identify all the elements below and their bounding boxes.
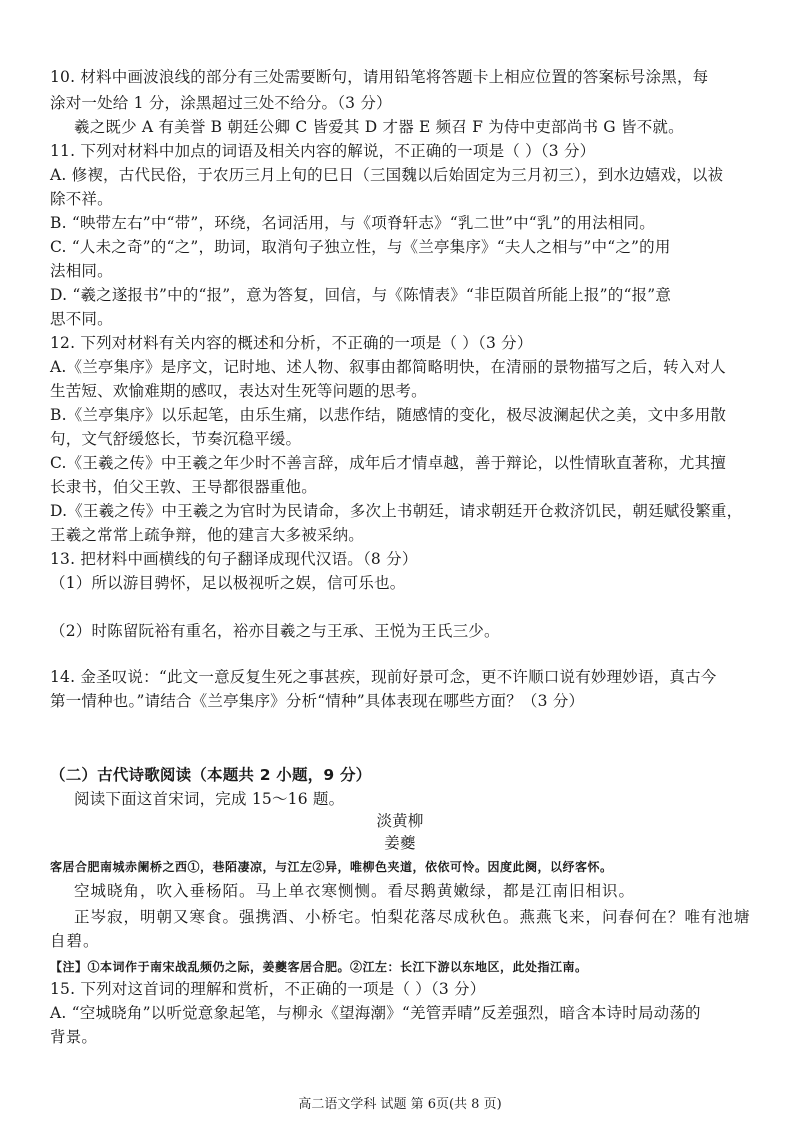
q12-option-c-2: 长隶书，伯父王敦、王导都很器重他。 xyxy=(50,478,317,496)
section-intro: 阅读下面这首宋词，完成 15～16 题。 xyxy=(74,790,345,808)
q10-line-3: 羲之既少 A 有美誉 B 朝廷公卿 C 皆爱其 D 才器 E 频召 F 为侍中吏部尚书 G 皆不就。 xyxy=(74,118,684,136)
q11-option-c-1: C. “人未之奇”的“之”，助词，取消句子独立性，与《兰亭集序》“夫人之相与”中“之”的用 xyxy=(50,238,671,256)
q11-option-d-2: 思不同。 xyxy=(50,310,113,328)
q11-option-a-1: A. 修褉，古代民俗，于农历三月上旬的巳日（三国魏以后始固定为三月初三），到水边嬉戏，以祓 xyxy=(50,166,724,184)
q11-stem: 11. 下列对材料中加点的词语及相关内容的解说，不正确的一项是（ ）（3 分） xyxy=(50,142,596,160)
q11-option-d-1: D. “羲之遂报书”中的“报”，意为答复，回信，与《陈情表》“非臣陨首所能上报”的“报”意 xyxy=(50,286,672,304)
q13-stem: 13. 把材料中画横线的句子翻译成现代汉语。（8 分） xyxy=(50,550,418,568)
q15-stem: 15. 下列对这首词的理解和赏析，不正确的一项是（ ）（3 分） xyxy=(50,980,486,998)
poem-author: 姜夔 xyxy=(384,834,416,852)
section-title: （二）古代诗歌阅读（本题共 2 小题，9 分） xyxy=(50,766,372,784)
q12-option-a-2: 生苦短、欢愉难期的感叹，表达对生死等问题的思考。 xyxy=(50,382,427,400)
poem-line-3: 自碧。 xyxy=(50,932,100,950)
q12-option-b-2: 句，文气舒缓悠长，节奏沉稳平缓。 xyxy=(50,430,302,448)
q14-line-2: 第一情种也。”请结合《兰亭集序》分析“情种”具体表现在哪些方面？（3 分） xyxy=(50,692,585,710)
q12-option-a-1: A.《兰亭集序》是序文，记时地、述人物、叙事由都简略明快，在清丽的景物描写之后，转入对人 xyxy=(50,358,726,376)
poem-line-1: 空城晓角，吹入垂杨陌。马上单衣寒恻恻。看尽鹅黄嫩绿，都是江南旧相识。 xyxy=(74,882,636,900)
q12-option-d-2: 王羲之常常上疏争辩，他的建言大多被采纳。 xyxy=(50,526,365,544)
q11-option-b: B. “映带左右”中“带”，环绕，名词活用，与《项脊轩志》“乳二世”中“乳”的用法相同。 xyxy=(50,214,655,232)
q13-sentence-1: （1）所以游目骋怀，足以极视听之娱，信可乐也。 xyxy=(50,574,406,592)
q12-option-d-1: D.《王羲之传》中王羲之为官时为民请命，多次上书朝廷，请求朝廷开仓救济饥民，朝廷赋役繁重， xyxy=(50,502,743,520)
q12-stem: 12. 下列对材料有关内容的概述和分析，不正确的一项是（ ）（3 分） xyxy=(50,334,533,352)
poem-note: 【注】①本词作于南宋战乱频仍之际，姜夔客居合肥。②江左：长江下游以东地区，此处指江南。 xyxy=(50,960,588,974)
q10-line-2: 涂对一处给 1 分，涂黑超过三处不给分。（3 分） xyxy=(50,94,392,112)
q12-option-b-1: B.《兰亭集序》以乐起笔，由乐生痛，以悲作结，随感情的变化，极尽波澜起伏之美，文中多用散 xyxy=(50,406,727,424)
page-footer: 高二语文学科 试题 第 6页(共 8 页) xyxy=(298,1097,502,1112)
poem-line-2: 正岑寂，明朝又寒食。强携酒、小桥宅。怕梨花落尽成秋色。燕燕飞来，问春何在？唯有池塘 xyxy=(74,908,751,926)
poem-preface: 客居合肥南城赤阑桥之西①，巷陌凄凉，与江左②异，唯柳色夹道，依依可怜。因度此阕，以纾客怀。 xyxy=(50,860,613,874)
q11-option-a-2: 除不祥。 xyxy=(50,190,113,208)
poem-title: 淡黄柳 xyxy=(376,812,424,830)
q15-option-a-1: A. “空城晓角”以听觉意象起笔，与柳永《望海潮》“羌管弄晴”反差强烈，暗含本诗时局动荡的 xyxy=(50,1004,701,1022)
q10-line-1: 10. 材料中画波浪线的部分有三处需要断句，请用铅笔将答题卡上相应位置的答案标号涂黑，每 xyxy=(50,68,709,86)
q15-option-a-2: 背景。 xyxy=(50,1028,98,1046)
q11-option-c-2: 法相同。 xyxy=(50,262,113,280)
q14-line-1: 14. 金圣叹说：“此文一意反复生死之事甚疾，现前好景可念，更不许顺口说有妙理妙语，真古今 xyxy=(50,668,717,686)
q12-option-c-1: C.《王羲之传》中王羲之年少时不善言辞，成年后才情卓越，善于辩论，以性情耿直著称，尤其擅 xyxy=(50,454,727,472)
q13-sentence-2: （2）时陈留阮裕有重名，裕亦目羲之与王承、王悦为王氏三少。 xyxy=(50,622,500,640)
